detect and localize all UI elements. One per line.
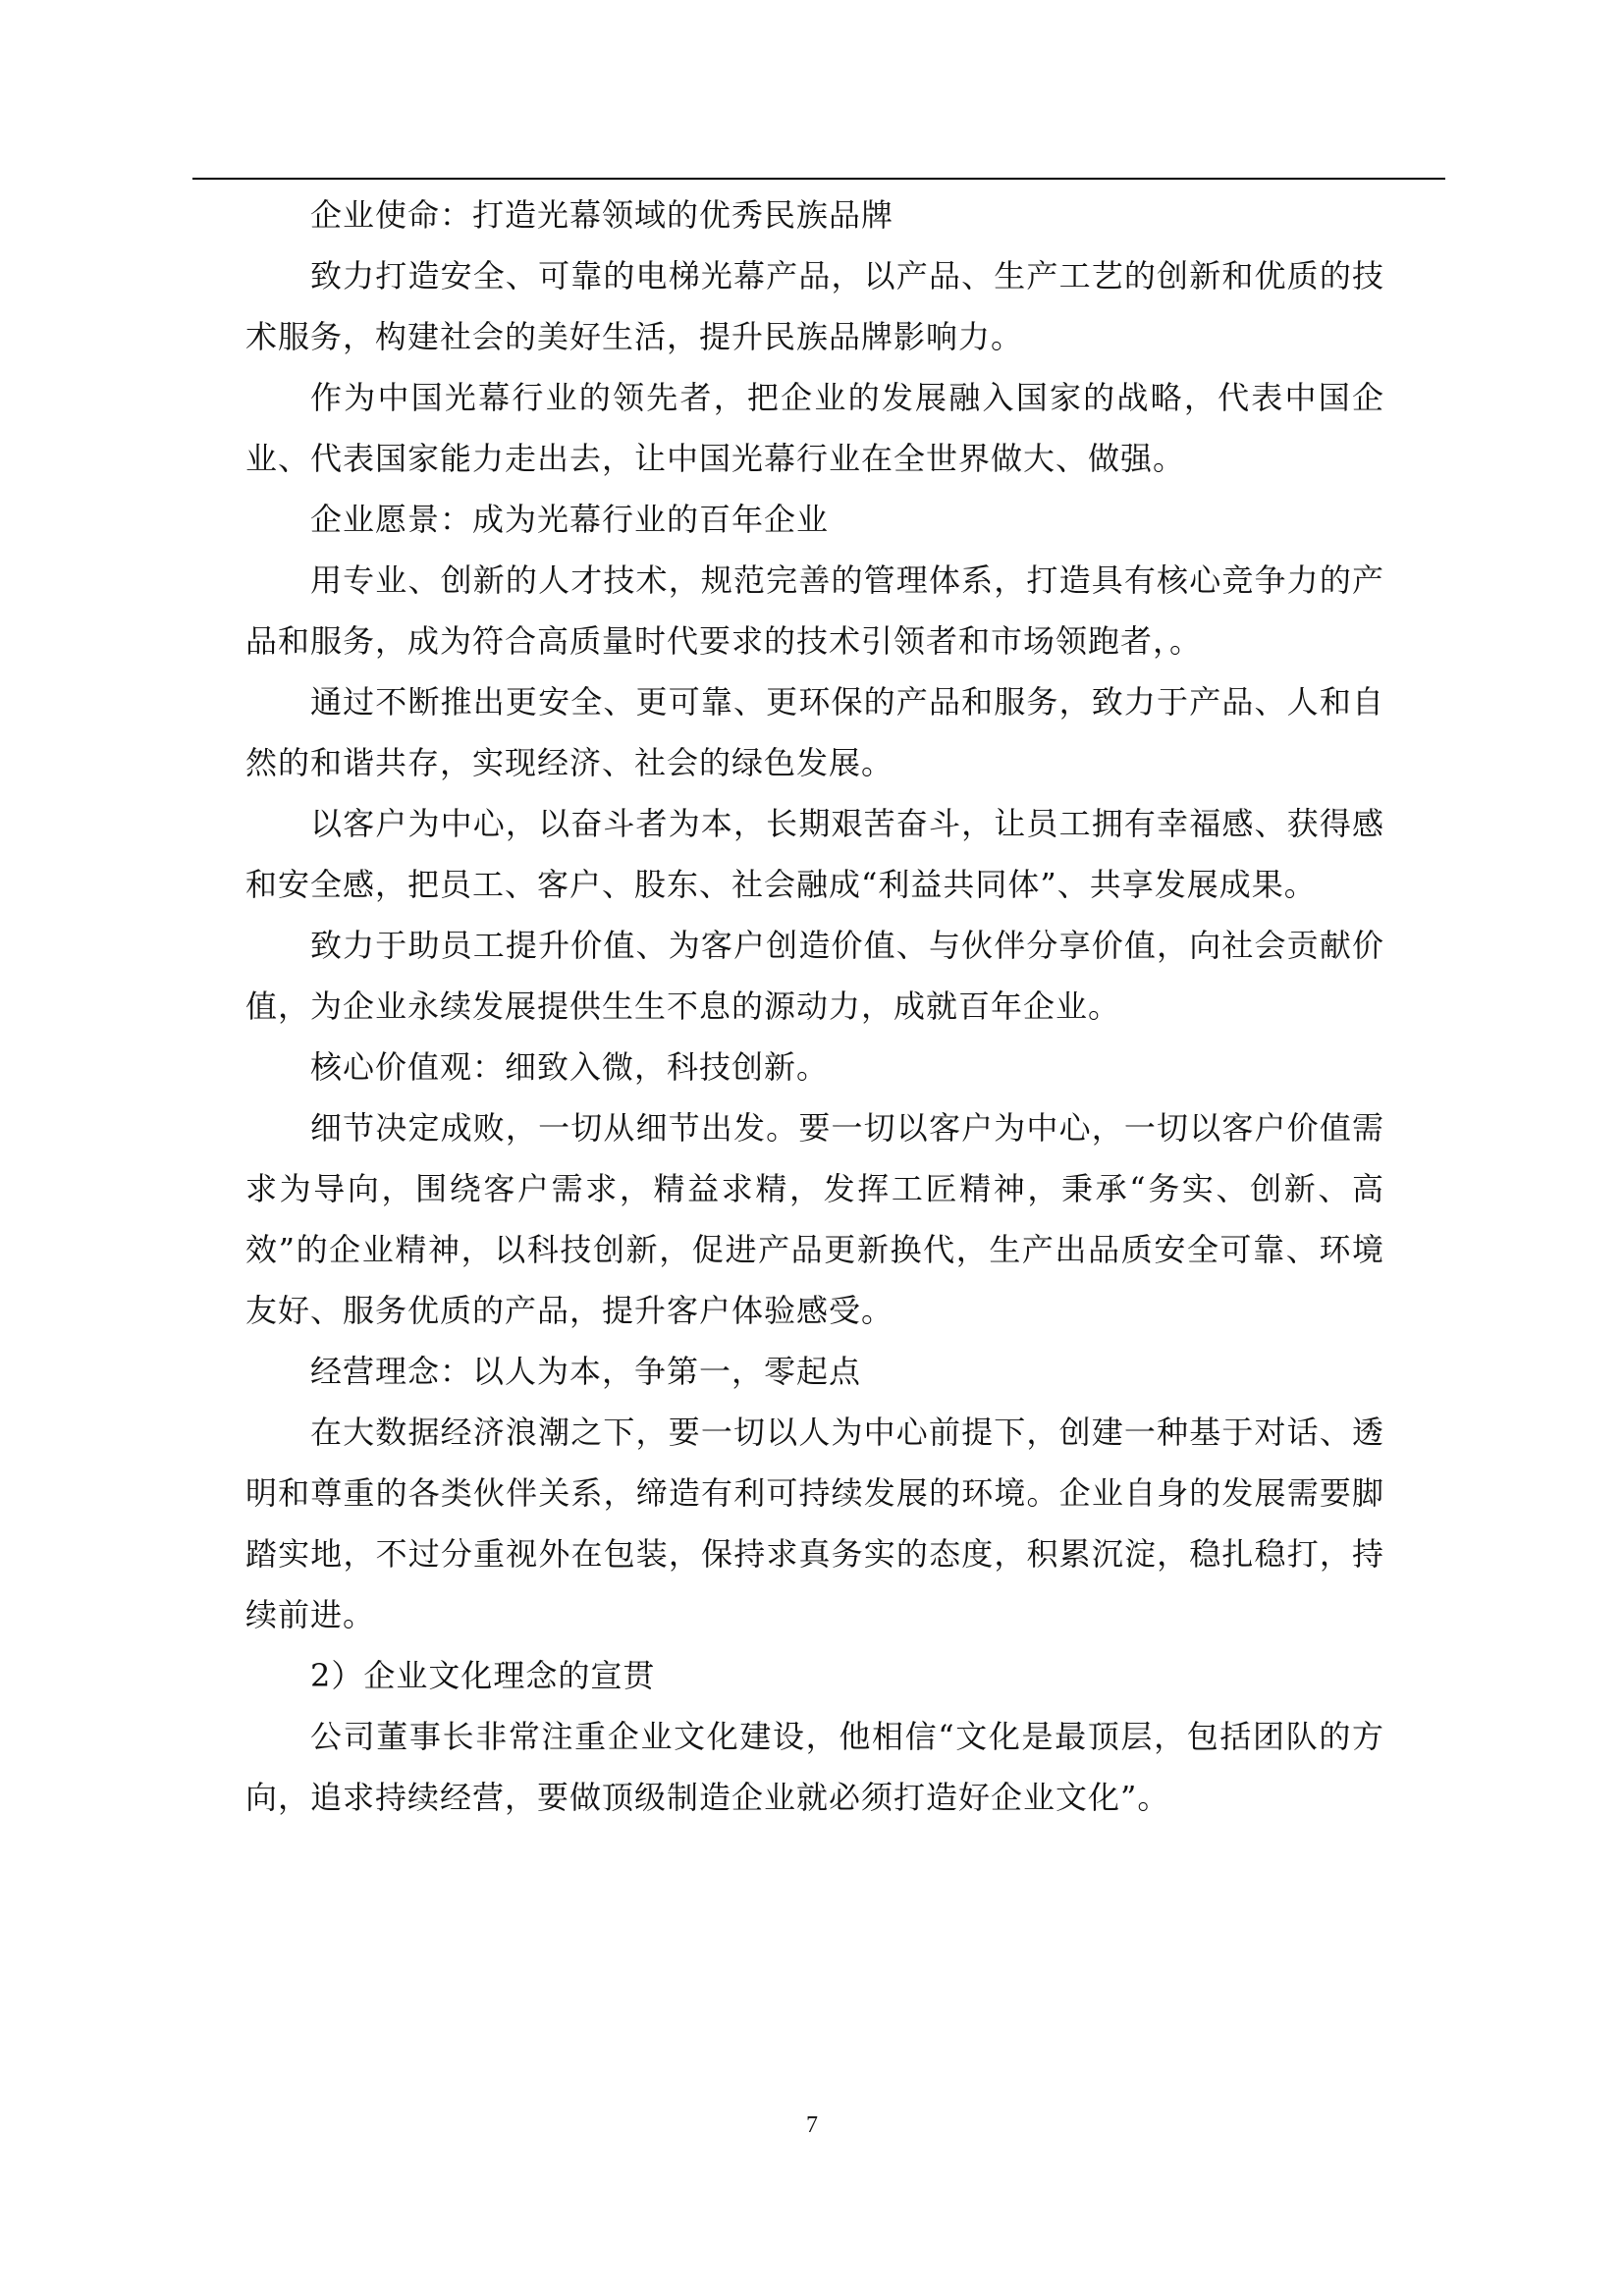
page-number: 7	[806, 2112, 818, 2138]
vision-heading: 企业愿景：成为光幕行业的百年企业	[310, 501, 830, 538]
core-values-heading: 核心价值观：细致入微，科技创新。	[310, 1048, 830, 1086]
mission-paragraph-1: 致力打造安全、可靠的电梯光幕产品，以产品、生产工艺的创新和优质的技术服务，构建社会的美好生活，提升民族品牌影响力。	[245, 257, 1384, 355]
vision-paragraph-3: 以客户为中心，以奋斗者为本，长期艰苦奋斗，让员工拥有幸福感、获得感和安全感，把员工、客户、股东、社会融成“利益共同体”、共享发展成果。	[245, 805, 1384, 903]
section-heading-culture-promotion: 2）企业文化理念的宣贯	[310, 1657, 656, 1694]
business-philosophy-heading: 经营理念：以人为本，争第一，零起点	[310, 1353, 862, 1390]
vision-paragraph-4: 致力于助员工提升价值、为客户创造价值、与伙伴分享价值，向社会贡献价值，为企业永续发展提供生生不息的源动力，成就百年企业。	[245, 927, 1384, 1025]
vision-paragraph-1: 用专业、创新的人才技术，规范完善的管理体系，打造具有核心竞争力的产品和服务，成为符合高质量时代要求的技术引领者和市场领跑者，。	[245, 561, 1384, 660]
vision-paragraph-2: 通过不断推出更安全、更可靠、更环保的产品和服务，致力于产品、人和自然的和谐共存，实现经济、社会的绿色发展。	[245, 683, 1384, 781]
culture-promotion-paragraph: 公司董事长非常注重企业文化建设，他相信“文化是最顶层，包括团队的方向，追求持续经营，要做顶级制造企业就必须打造好企业文化”。	[245, 1718, 1384, 1816]
body-text	[245, 185, 1384, 1828]
mission-paragraph-2: 作为中国光幕行业的领先者，把企业的发展融入国家的战略，代表中国企业、代表国家能力走出去，让中国光幕行业在全世界做大、做强。	[245, 379, 1384, 477]
business-philosophy-paragraph: 在大数据经济浪潮之下，要一切以人为中心前提下，创建一种基于对话、透明和尊重的各类伙伴关系，缔造有利可持续发展的环境。企业自身的发展需要脚踏实地，不过分重视外在包装，保持求真务实的态度，积累沉淀，稳扎稳打，持续前进。	[245, 1414, 1384, 1633]
header-rule	[192, 178, 1445, 180]
core-values-paragraph: 细节决定成败，一切从细节出发。要一切以客户为中心，一切以客户价值需求为导向，围绕客户需求，精益求精，发挥工匠精神，秉承“务实、创新、高效”的企业精神，以科技创新，促进产品更新换代，生产出品质安全可靠、环境友好、服务优质的产品，提升客户体验感受。	[245, 1109, 1384, 1329]
mission-heading: 企业使命：打造光幕领域的优秀民族品牌	[310, 196, 894, 234]
